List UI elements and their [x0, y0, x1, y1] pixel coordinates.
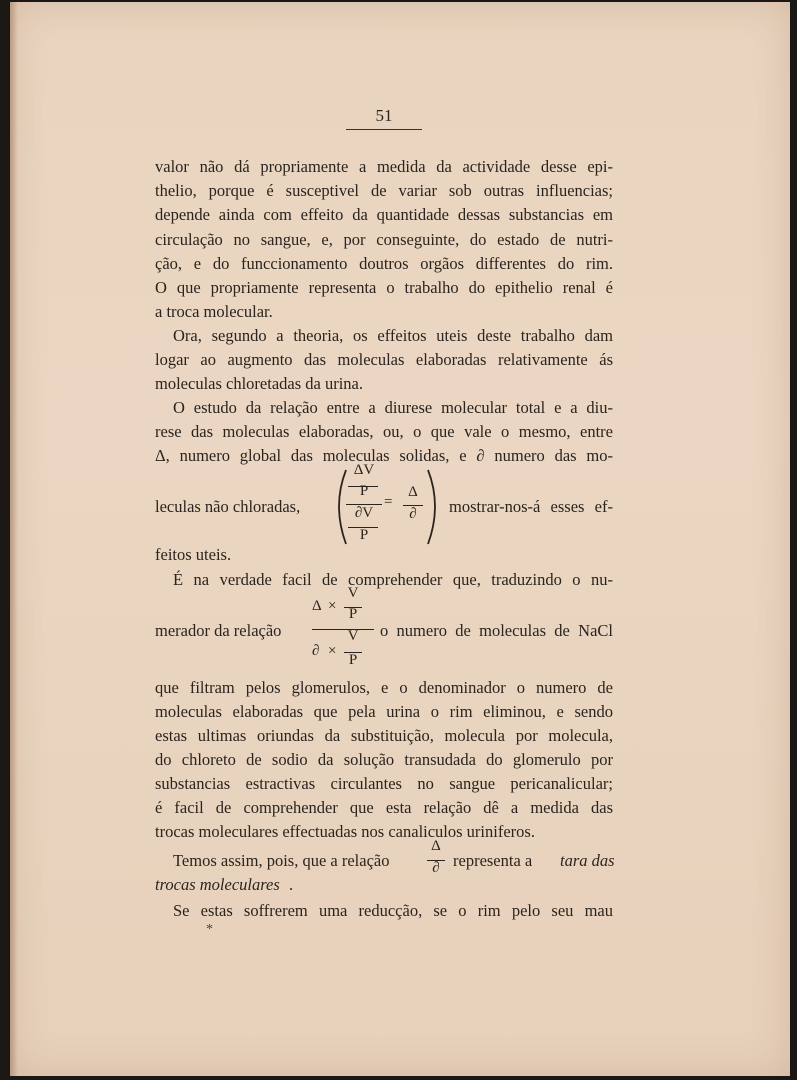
text-line: a troca molecular. [155, 302, 273, 321]
times-sign: × [328, 643, 337, 659]
equals-sign: = [384, 494, 393, 510]
text-italic: tara das [560, 851, 615, 870]
text-line: Ora, segundo a theoria, os effeitos uteis deste trabalho dam [173, 326, 613, 345]
symbol-partial: ∂ [312, 643, 320, 659]
text-line: é facil de comprehender que esta relação dê a medida das [155, 798, 613, 817]
text-line: rese das moleculas elaboradas, ou, o que vale o mesmo, entre [155, 422, 613, 441]
text-line: logar ao augmento das moleculas elaboradas relativamente ás [155, 350, 613, 369]
formula-trail-text: o numero de moleculas de NaCl [380, 621, 613, 640]
text-line: É na verdade facil de comprehender que, traduzindo o nu- [173, 570, 613, 589]
rhs-top: Δ [408, 484, 418, 500]
text-line: circulação no sangue, e, por conseguinte, do estado de nutri- [155, 230, 613, 249]
book-page [10, 2, 790, 1076]
den-top: ∂V [354, 505, 374, 521]
text-segment: representa a [453, 851, 533, 870]
symbol-delta: Δ [312, 598, 322, 614]
text-line: moleculas chloretadas da urina. [155, 374, 363, 393]
times-sign: × [328, 598, 337, 614]
rhs-bottom: ∂ [409, 506, 417, 522]
num-p: P [348, 606, 358, 622]
text-line: que filtram pelos glomerulos, e o denominador o numero de [155, 678, 613, 697]
text-line: trocas moleculares effectuadas nos canaliculos uriniferos. [155, 822, 535, 841]
frac-top: Δ [431, 838, 441, 854]
text-line: substancias estractivas circulantes no sangue pericanalicular; [155, 774, 613, 793]
text-line: estas ultimas oriundas da substituição, molecula por molecula, [155, 726, 613, 745]
text-line: feitos uteis. [155, 545, 232, 564]
num-top: ΔV [353, 462, 375, 478]
text-segment: . [289, 875, 294, 894]
text-line: do chloreto de sodio da solução transudada do glomerulo por [155, 750, 613, 769]
text-line: depende ainda com effeito da quantidade dessas substancias em [155, 205, 613, 224]
den-v: V [347, 628, 359, 644]
text-line: moleculas elaboradas que pela urina o rim eliminou, e sendo [155, 702, 613, 721]
num-v: V [347, 585, 359, 601]
text-line: Δ, numero global das moleculas solidas, e ∂ numero das mo- [155, 446, 613, 465]
text-segment: Temos assim, pois, que a relação [173, 851, 390, 870]
text-italic: trocas moleculares [155, 875, 280, 894]
frac-bottom: ∂ [432, 860, 440, 876]
den-bottom: P [359, 527, 369, 543]
page-number-rule [346, 129, 422, 130]
page-edge [10, 2, 18, 1076]
formula-lead-text: leculas não chloradas, [155, 497, 301, 516]
text-line: ção, e do funccionamento doutros orgãos differentes do rim. [155, 254, 613, 273]
text-line: Se estas soffrerem uma reducção, se o rim pelo seu mau [173, 901, 613, 920]
formula-lead-text: merador da relação [155, 621, 282, 640]
num-bottom: P [359, 483, 369, 499]
text-line: thelio, porque é susceptivel de variar sob outras influencias; [155, 181, 613, 200]
text-line: O estudo da relação entre a diurese molecular total e a diu- [173, 398, 613, 417]
text-line: O que propriamente representa o trabalho do epithelio renal é [155, 278, 613, 297]
signature-mark: * [206, 922, 213, 937]
text-line: valor não dá propriamente a medida da actividade desse epi- [155, 157, 613, 176]
right-paren [424, 468, 446, 546]
den-p: P [348, 652, 358, 668]
formula-trail-text: mostrar-nos-á esses ef- [449, 497, 613, 516]
page-number: 51 [375, 106, 393, 125]
